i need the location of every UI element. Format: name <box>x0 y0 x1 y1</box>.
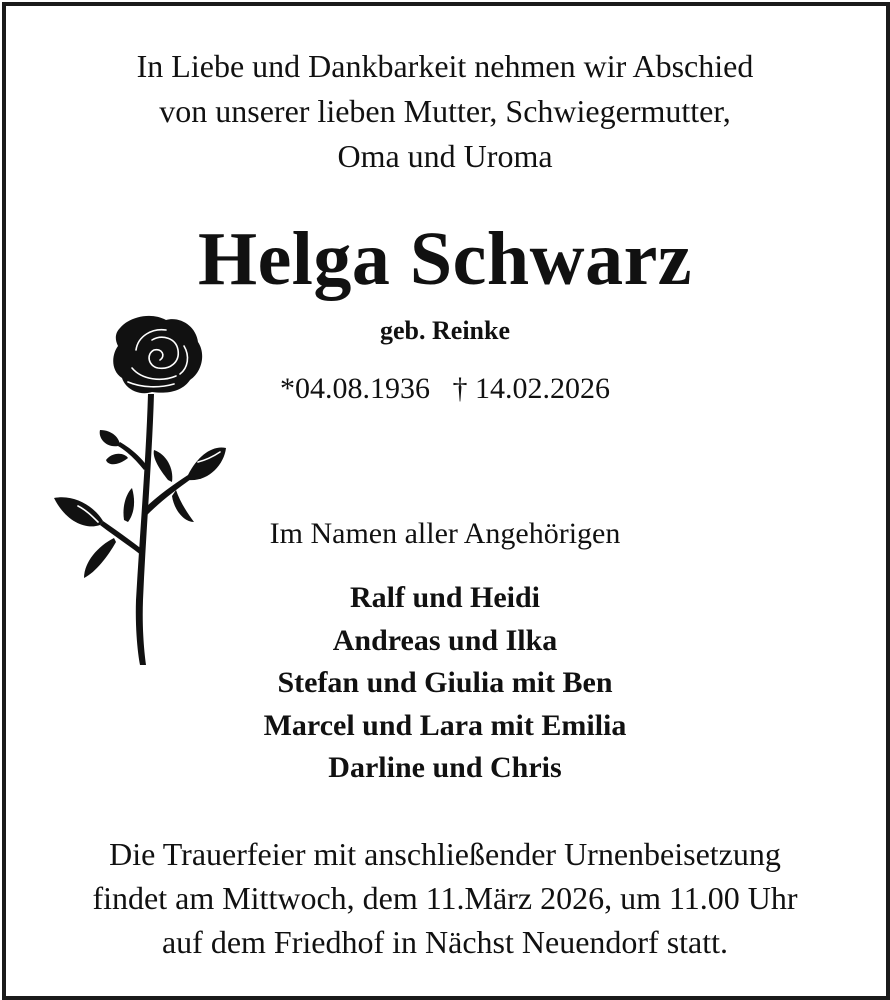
deceased-name: Helga Schwarz <box>197 217 693 301</box>
family-list <box>0 577 890 790</box>
signoff-text: Im Namen aller Angehörigen <box>269 517 621 550</box>
birth-date: *04.08.1936 <box>280 372 430 405</box>
intro-line-3: Oma und Uroma <box>337 138 553 174</box>
family-member: Andreas und Ilka <box>332 623 558 657</box>
family-member: Marcel und Lara mit Emilia <box>263 708 627 742</box>
family-member: Ralf und Heidi <box>349 581 541 614</box>
death-date: † 14.02.2026 <box>452 372 610 405</box>
intro-text <box>0 44 890 179</box>
service-line-2: findet am Mittwoch, dem 11.März 2026, um 11.00 Uhr <box>92 880 798 916</box>
intro-line-1: In Liebe und Dankbarkeit nehmen wir Abschied <box>136 48 754 84</box>
service-announcement <box>0 832 890 964</box>
service-line-1: Die Trauerfeier mit anschließender Urnenbeisetzung <box>109 836 781 872</box>
maiden-name: geb. Reinke <box>380 316 510 345</box>
family-member: Darline und Chris <box>328 751 562 784</box>
service-line-3: auf dem Friedhof in Nächst Neuendorf statt. <box>161 924 729 960</box>
family-member: Stefan und Giulia mit Ben <box>277 666 613 699</box>
intro-line-2: von unserer lieben Mutter, Schwiegermutter, <box>159 93 731 129</box>
